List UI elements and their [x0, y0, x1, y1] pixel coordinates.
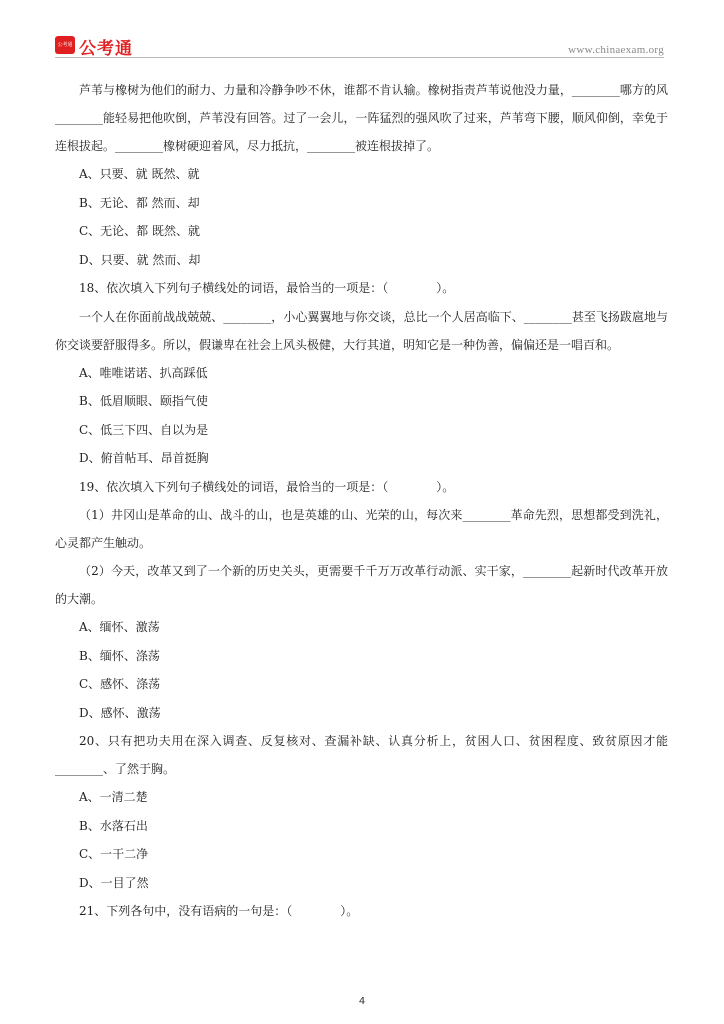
q19-option-a: A、缅怀、激荡	[79, 620, 160, 634]
q18-option-b: B、低眉顺眼、颐指气使	[79, 394, 208, 408]
q17-option-c: C、无论、都 既然、就	[79, 224, 200, 238]
q19-option-b: B、缅怀、涤荡	[79, 648, 160, 663]
logo-badge: 公考通	[55, 36, 75, 54]
q17-passage: 芦苇与橡树为他们的耐力、力量和冷静争吵不休，谁都不肯认输。橡树指责芦苇说他没力量，________哪方的风________能轻易把他吹倒，芦苇没有回答。过了一会儿，一阵猛烈的强风吹了过来，芦苇弯下腰，顺风仰倒，幸免于连根拔起。________橡树硬迎着风，尽力抵抗，________被连根拔掉了。	[55, 83, 668, 153]
q17-option-d: D、只要、就 然而、却	[79, 252, 201, 267]
q17-option-a: A、只要、就 既然、就	[79, 167, 200, 181]
q18-option-d: D、俯首帖耳、昂首挺胸	[79, 451, 209, 465]
q17-option-b: B、无论、都 然而、却	[79, 195, 200, 210]
q18-passage: 一个人在你面前战战兢兢、________，小心翼翼地与你交谈，总比一个人居高临下、________甚至飞扬跋扈地与你交谈要舒服得多。所以，假谦卑在社会上风头极健，大行其道，明知它是一种伪善，偏偏还是一唱百和。	[55, 309, 668, 352]
q18-option-c: C、低三下四、自以为是	[79, 422, 209, 437]
q21-question: 21、下列各句中，没有语病的一句是：（ ）。	[79, 904, 359, 918]
q19-sentence-1: （1）井冈山是革命的山、战斗的山，也是英雄的山、光荣的山，每次来________革命先烈，思想都受到洗礼，心灵都产生触动。	[55, 508, 668, 550]
header-divider	[55, 57, 664, 58]
document-body	[55, 76, 668, 926]
q18-question: 18、依次填入下列句子横线处的词语，最恰当的一项是：（ ）。	[79, 281, 455, 295]
q20-option-b: B、水落石出	[79, 818, 148, 833]
page-number: 4	[358, 996, 366, 1007]
q20-question: 20、只有把功夫用在深入调查、反复核对、查漏补缺、认真分析上，贫困人口、贫困程度、致贫原因才能________、了然于胸。	[55, 734, 668, 776]
q19-sentence-2: （2）今天，改革又到了一个新的历史关头，更需要千千万万改革行动派、实干家，________起新时代改革开放的大潮。	[55, 564, 668, 606]
logo-text: 公考通	[79, 39, 133, 59]
site-url[interactable]: www.chinaexam.org	[568, 44, 664, 56]
q20-option-c: C、一干二净	[79, 847, 149, 861]
q18-option-a: A、唯唯诺诺、扒高踩低	[79, 365, 208, 380]
q19-option-d: D、感怀、激荡	[79, 705, 161, 720]
q20-option-d: D、一目了然	[79, 875, 149, 890]
q20-option-a: A、一清二楚	[79, 790, 148, 804]
q19-option-c: C、感怀、涤荡	[79, 677, 161, 691]
q19-question: 19、依次填入下列句子横线处的词语，最恰当的一项是：（ ）。	[79, 479, 455, 494]
